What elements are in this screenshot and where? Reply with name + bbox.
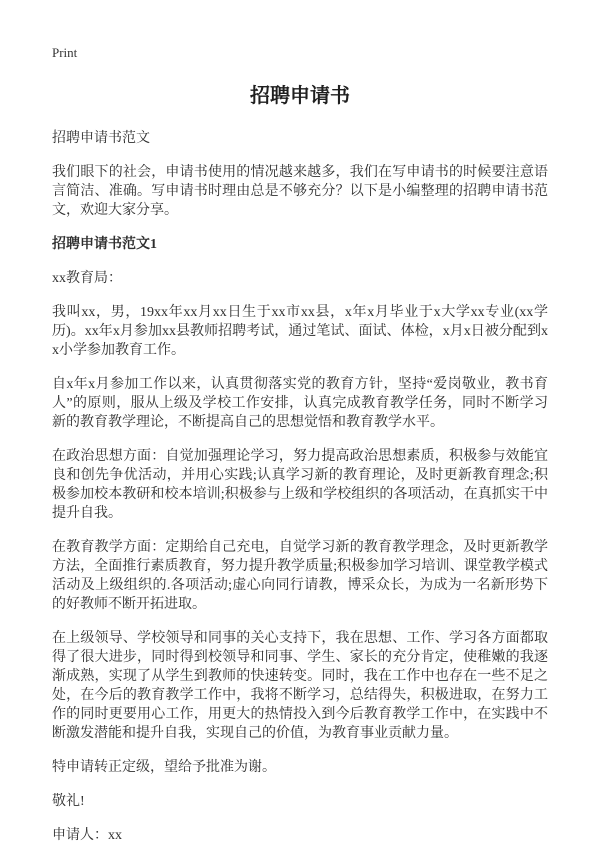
- section-heading: 招聘申请书范文1: [52, 237, 157, 252]
- closing-salute: 敬礼!: [52, 794, 85, 809]
- salutation-paragraph: xx教育局：: [52, 271, 122, 286]
- document-subtitle: 招聘申请书范文: [52, 131, 150, 146]
- paragraph-political-thought: 在政治思想方面：自觉加强理论学习，努力提高政治思想素质，积极参与效能宜良和创先争优活动，并用心实践;认真学习新的教育理论，及时更新教育理念;积极参加校本教研和校本培训;积极参与上级和学校组织的各项活动，在真抓实干中提升自我。: [52, 449, 548, 521]
- applicant-signature: 申请人：xx: [52, 828, 122, 843]
- page-title: 招聘申请书: [250, 85, 350, 107]
- paragraph-self-intro: 我叫xx，男，19xx年xx月xx日生于xx市xx县，x年x月毕业于x大学xx专业(xx学历)。xx年x月参加xx县教师招聘考试，通过笔试、面试、体检，x月x日被分配到xx小学参加教育工作。: [52, 305, 548, 358]
- paragraph-work-summary: 自x年x月参加工作以来，认真贯彻落实党的教育方针，坚持“爱岗敬业，教书育人”的原则，服从上级及学校工作安排，认真完成教育教学任务，同时不断学习新的教育教学理论，不断提高自己的思想觉悟和教育教学水平。: [52, 377, 548, 430]
- print-button[interactable]: Print: [52, 45, 78, 60]
- intro-paragraph: 我们眼下的社会，申请书使用的情况越来越多，我们在写申请书的时候要注意语言简洁、准确。写申请书时理由总是不够充分？以下是小编整理的招聘申请书范文，欢迎大家分享。: [52, 165, 548, 218]
- paragraph-teaching: 在教育教学方面：定期给自己充电，自觉学习新的教育教学理念，及时更新教学方法，全面推行素质教育，努力提升教学质量;积极参加学习培训、课堂教学模式活动及上级组织的.各项活动;虚心向同行请教，博采众长，为成为一名新形势下的好教师不断开拓进取。: [52, 540, 548, 612]
- paragraph-request: 特申请转正定级，望给予批准为谢。: [52, 760, 276, 775]
- paragraph-progress: 在上级领导、学校领导和同事的关心支持下，我在思想、工作、学习各方面都取得了很大进步，同时得到校领导和同事、学生、家长的充分肯定，使稚嫩的我逐渐成熟，实现了从学生到教师的快速转变。同时，我在工作中也存在一些不足之处，在今后的教育教学工作中，我将不断学习，总结得失，积极进取，在努力工作的同时更要用心工作，用更大的热情投入到今后教育教学工作中，在实践中不断激发潜能和提升自我，实现自己的价值，为教育事业贡献力量。: [52, 631, 548, 741]
